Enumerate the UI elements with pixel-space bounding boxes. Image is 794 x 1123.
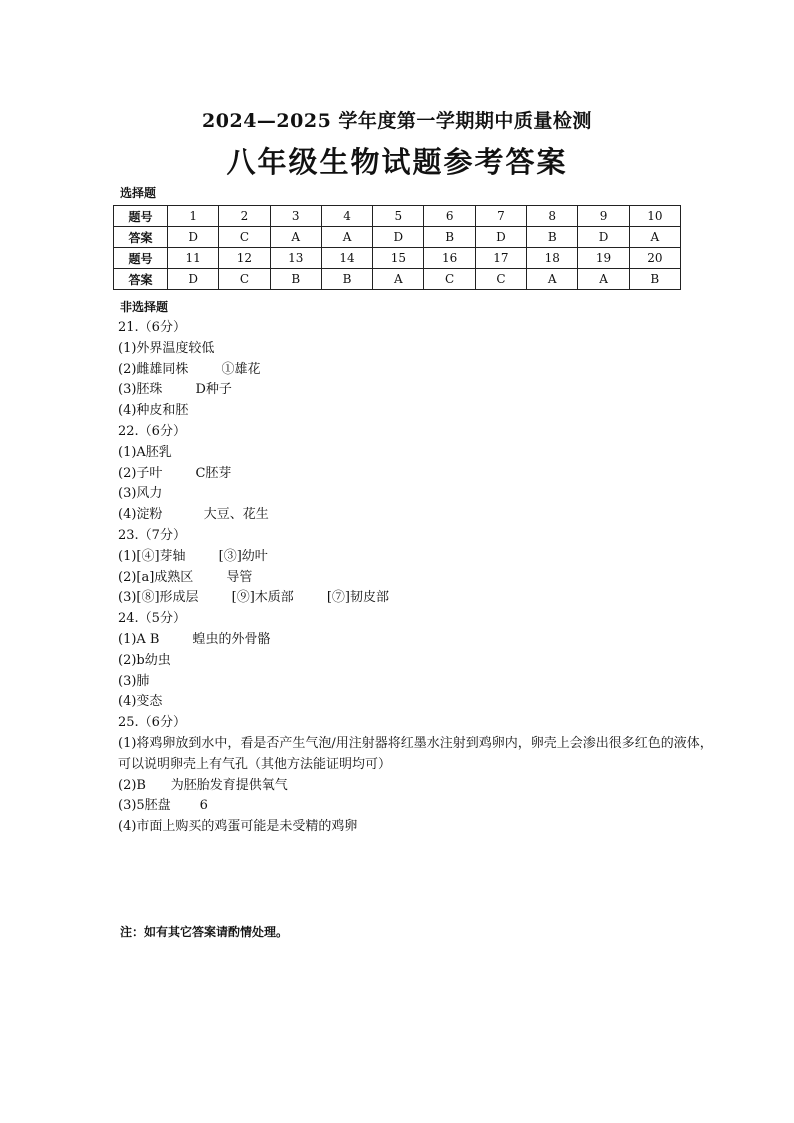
table-cell: 6 — [424, 206, 475, 227]
answer-line: (4)变态 — [118, 694, 163, 710]
table-cell: D — [168, 269, 219, 290]
table-cell: A — [527, 269, 578, 290]
table-cell: B — [629, 269, 680, 290]
table-cell: 9 — [578, 206, 629, 227]
table-row — [114, 248, 681, 269]
table-cell: 8 — [527, 206, 578, 227]
row-header: 题号 — [114, 206, 168, 227]
table-cell: C — [424, 269, 475, 290]
answer-line: (3)胚珠 D种子 — [118, 382, 232, 398]
answer-line: (1)将鸡卵放到水中，看是否产生气泡/用注射器将红墨水注射到鸡卵内，卵壳上会渗出很多红色的液体，可以说明卵壳上有气孔（其他方法能证明均可） — [118, 735, 713, 772]
answer-line: (3)肺 — [118, 673, 150, 689]
choice-answer-table — [113, 205, 681, 290]
answer-line: (2)雌雄同株 ①雄花 — [118, 361, 261, 377]
table-cell: 19 — [578, 248, 629, 269]
table-cell: 12 — [219, 248, 270, 269]
row-header: 答案 — [114, 227, 168, 248]
row-header: 题号 — [114, 248, 168, 269]
table-cell: 16 — [424, 248, 475, 269]
table-row — [114, 227, 681, 248]
answer-line: (4)淀粉 大豆、花生 — [118, 507, 269, 523]
answer-line: (1)[④]芽轴 [③]幼叶 — [118, 548, 268, 564]
table-cell: 10 — [629, 206, 680, 227]
answer-line: (2)b幼虫 — [118, 652, 171, 668]
table-cell: B — [527, 227, 578, 248]
table-cell: D — [475, 227, 526, 248]
table-cell: 18 — [527, 248, 578, 269]
choice-section-label: 选择题 — [120, 186, 157, 200]
table-cell: C — [219, 227, 270, 248]
table-cell: 3 — [270, 206, 321, 227]
answer-line: (2)B 为胚胎发育提供氧气 — [118, 777, 288, 793]
answer-line: (3)[⑧]形成层 [⑨]木质部 [⑦]韧皮部 — [118, 590, 389, 606]
table-cell: B — [270, 269, 321, 290]
answer-line: 24.（5分） — [118, 611, 186, 627]
exam-title: 2024—2025 学年度第一学期期中质量检测 — [202, 110, 592, 132]
table-cell: A — [373, 269, 424, 290]
table-cell: C — [219, 269, 270, 290]
answer-line: 22.（6分） — [118, 423, 186, 439]
non-choice-answers — [118, 318, 718, 838]
table-cell: 4 — [321, 206, 372, 227]
answer-line: (1)A B 蝗虫的外骨骼 — [118, 631, 271, 647]
table-cell: 14 — [321, 248, 372, 269]
table-cell: D — [373, 227, 424, 248]
non-choice-section-label: 非选择题 — [120, 300, 169, 314]
answer-key-title: 八年级生物试题参考答案 — [226, 145, 568, 179]
answer-line: 25.（6分） — [118, 715, 186, 731]
grading-note: 注：如有其它答案请酌情处理。 — [120, 925, 289, 939]
answer-line: (2)子叶 C胚芽 — [118, 465, 232, 481]
answer-line: (4)种皮和胚 — [118, 403, 189, 419]
answer-line: (3)5胚盘 6 — [118, 798, 208, 814]
answer-line: (4)市面上购买的鸡蛋可能是未受精的鸡卵 — [118, 819, 358, 835]
table-cell: A — [629, 227, 680, 248]
table-cell: B — [424, 227, 475, 248]
table-cell: 7 — [475, 206, 526, 227]
answer-line: (1)A胚乳 — [118, 444, 172, 460]
answer-line: 23.（7分） — [118, 527, 186, 543]
table-cell: A — [578, 269, 629, 290]
table-cell: D — [578, 227, 629, 248]
row-header: 答案 — [114, 269, 168, 290]
table-cell: D — [168, 227, 219, 248]
table-cell: A — [270, 227, 321, 248]
answer-line: (1)外界温度较低 — [118, 340, 215, 356]
answer-line: (2)[a]成熟区 导管 — [118, 569, 253, 585]
table-cell: 2 — [219, 206, 270, 227]
table-cell: 13 — [270, 248, 321, 269]
table-row — [114, 269, 681, 290]
table-row — [114, 206, 681, 227]
table-cell: 11 — [168, 248, 219, 269]
answer-line: (3)风力 — [118, 486, 163, 502]
table-cell: 15 — [373, 248, 424, 269]
table-cell: A — [321, 227, 372, 248]
table-cell: 1 — [168, 206, 219, 227]
table-cell: C — [475, 269, 526, 290]
table-cell: B — [321, 269, 372, 290]
table-cell: 20 — [629, 248, 680, 269]
table-cell: 5 — [373, 206, 424, 227]
table-cell: 17 — [475, 248, 526, 269]
answer-line: 21.（6分） — [118, 320, 186, 335]
